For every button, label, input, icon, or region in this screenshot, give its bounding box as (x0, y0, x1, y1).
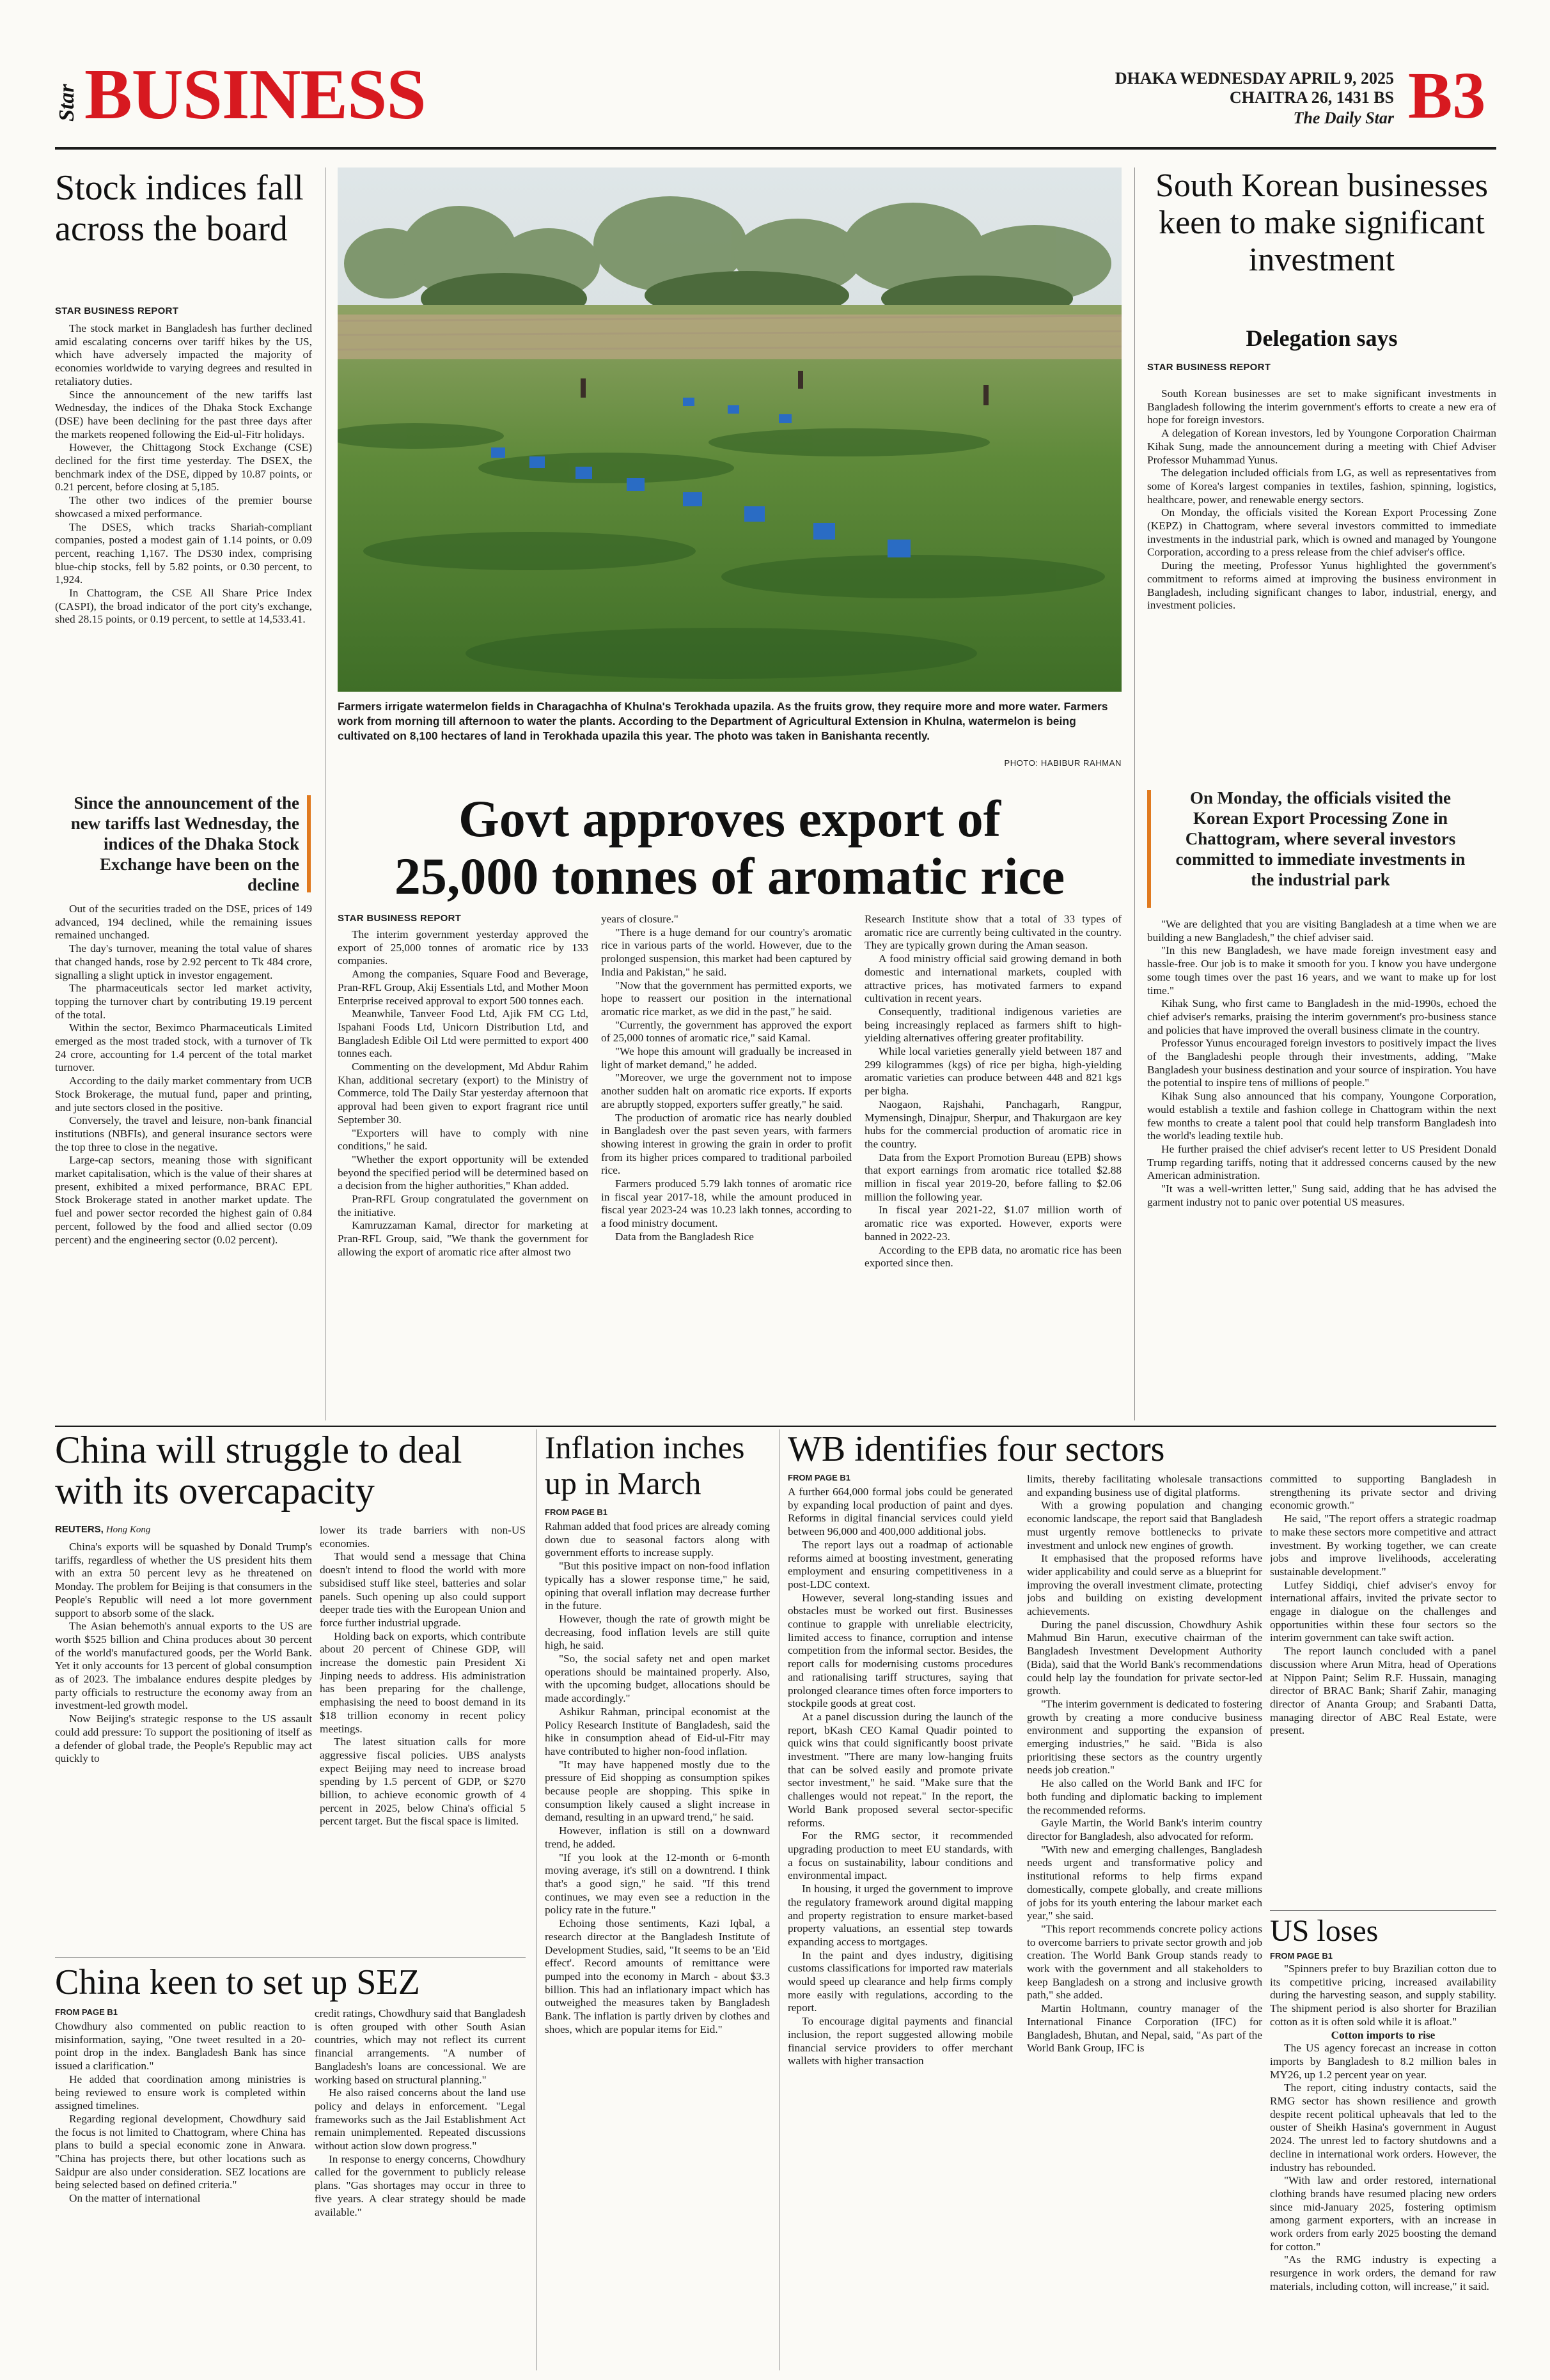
paragraph: It emphasised that the proposed reforms have wider applicability and could serve as a blueprint for improving the overall investment climate, protecting jobs and building on existing development achievements. (1027, 1552, 1262, 1618)
paragraph: In response to energy concerns, Chowdhury called for the government to publicly release plans. "Gas shortages may occur in three to five years. A clear strategy should be made available." (315, 2152, 526, 2218)
paragraph: The interim government yesterday approved the export of 25,000 tonnes of aromatic rice by 133 companies. (338, 928, 588, 967)
star-logo-small: Star (55, 84, 79, 121)
paragraph: Kamruzzaman Kamal, director for marketing at Pran-RFL Group, said, "We thank the government for allowing the export of aromatic rice after almost two (338, 1219, 588, 1258)
paragraph: "With law and order restored, international clothing brands have resumed placing new orders since mid-January 2025, fostering optimism among garment exporters, with an increase in work orders from early 2025 boosting the demand for cotton." (1270, 2174, 1496, 2253)
wb-col-2 (1027, 1473, 1262, 2370)
paragraph: With a growing population and changing economic landscape, the report said that Bangladesh must urgently remove bottlenecks to private investment and unlock new engines of growth. (1027, 1499, 1262, 1552)
china-overcap-headline: China will struggle to deal with its overcapacity (55, 1429, 462, 1512)
paragraph: "But this positive impact on non-food inflation typically has a slower response time," he said, opining that overall inflation may decrease further in the future. (545, 1560, 770, 1612)
paragraph: Lutfey Siddiqi, chief adviser's envoy for international affairs, invited the private sector to engage in dialogue on the challenges and opportunities within these four sectors so the interim government can take swift action. (1270, 1578, 1496, 1644)
paragraph: China's exports will be squashed by Donald Trump's tariffs, regardless of whether the US president hits them with an extra 50 percent levy as he threatened on Monday. The problem for Beijing is that consumers in the People's Republic will need a lot more government support to absorb some of the slack. (55, 1541, 312, 1619)
china-sez-col-2 (315, 2007, 526, 2370)
stock-body-a (55, 322, 312, 782)
photo-caption: Farmers irrigate watermelon fields in Charagachha of Khulna's Terokhada upazila. As the fruits grow, they require more and more water. Farmers work from morning till afternoon to water the plants. According to the Department of Agricultural Extension in Khulna, watermelon is being cultivated on 8,100 hectares of land in Terokhada upazila this year. The photo was taken in Banishanta recently. (338, 700, 1108, 742)
paragraph: Farmers produced 5.79 lakh tonnes of aromatic rice in fiscal year 2017-18, while the amount produced in fiscal year 2023-24 was 10.23 lakh tonnes, according to a food ministry document. (601, 1178, 852, 1230)
paragraph: "The interim government is dedicated to fostering growth by creating a more conducive business environment and supporting the expansion of emerging industries," he said. "Bida is also prioritising these sectors as the country urgently needs job creation." (1027, 1697, 1262, 1777)
paragraph: Conversely, the travel and leisure, non-bank financial institutions (NBFIs), and general insurance sectors were the top three to close in the negative. (55, 1114, 312, 1153)
us-loses-headline: US loses (1270, 1914, 1379, 1948)
paragraph: credit ratings, Chowdhury said that Bangladesh is often grouped with other South Asian countries, which may not reflect its current financial arrangements. "A number of Bangladesh's loans are concessional. We are working based on structural planning." (315, 2007, 526, 2086)
paragraph: "Exporters will have to comply with nine conditions," he said. (338, 1126, 588, 1153)
paragraph: The Asian behemoth's annual exports to the US are worth $525 billion and China produces about 30 percent of the world's manufactured goods, per the World Bank. Yet it only accounts for 13 percent of global consumption as of 2023. The imbalance endures despite pledges by party officials to restructure the economy away from an investment-led growth model. (55, 1620, 312, 1712)
paragraph: lower its trade barriers with non-US economies. (320, 1524, 526, 1550)
paragraph: However, though the rate of growth might be decreasing, food inflation levels are still quite high, he said. (545, 1612, 770, 1652)
paragraph: In the paint and dyes industry, digitising customs classifications for imported raw materials would speed up clearance and help firms comply more easily with regulations, according to the report. (788, 1948, 1013, 2014)
paragraph: Rahman added that food prices are already coming down due to seasonal factors along with government efforts to increase supply. (545, 1520, 770, 1559)
china-overcap-dateline (55, 1524, 150, 1536)
paragraph: Among the companies, Square Food and Beverage, Pran-RFL Group, Akij Essentials Ltd, and Mother Moon Enterprise received approval to export 500 tonnes each. (338, 968, 588, 1007)
paragraph: Naogaon, Rajshahi, Panchagarh, Rangpur, Mymensingh, Dinajpur, Sherpur, and Thakurgaon are key hubs for the commercial production of aromatic rice in the country. (865, 1098, 1122, 1150)
paragraph: Chowdhury also commented on public reaction to misinformation, saying, "One tweet resulted in a 20-point drop in the index. Bangladesh Bank has since issued a clarification." (55, 2020, 306, 2073)
paragraph: limits, thereby facilitating wholesale transactions and expanding business use of digital platforms. (1027, 1473, 1262, 1498)
place-label: Hong Kong (106, 1525, 151, 1535)
paragraph: In Chattogram, the CSE All Share Price Index (CASPI), the broad indicator of the port city's exchange, shed 28.15 points, or 0.19 percent, to settle at 14,533.41. (55, 587, 312, 626)
china-sez-from-page: FROM PAGE B1 (55, 2007, 118, 2017)
rice-headline-line1: Govt approves export of (458, 789, 1001, 848)
paragraph: Kihak Sung, who first came to Bangladesh in the mid-1990s, echoed the chief adviser's remarks, praising the interim government's pro-business stance and policies that have improved the overall business climate in the country. (1147, 997, 1496, 1036)
paragraph: Ashikur Rahman, principal economist at the Policy Research Institute of Bangladesh, said the hike in consumption ahead of Eid-ul-Fitr may have contributed to higher non-food inflation. (545, 1705, 770, 1757)
paragraph: Now Beijing's strategic response to the US assault could add pressure: To support the positioning of itself as a defender of global trade, the People's Republic may act quickly to (55, 1713, 312, 1765)
paragraph: Echoing those sentiments, Kazi Iqbal, a research director at the Bangladesh Institute of Development Studies, said, "It seems to be an 'Eid effect'. Record amounts of remittance were pumped into the economy in March - about $3.3 billion. This had an inflationary impact which has outweighed the measures taken by Bangladesh Bank. The inflation is partly driven by clothes and shoes, which are popular items for Eid." (545, 1917, 770, 2035)
rice-col-1 (338, 928, 588, 1408)
paragraph: Data from the Bangladesh Rice (615, 1230, 754, 1243)
paragraph: "As the RMG industry is expecting a resurgence in work orders, the demand for raw materials, including cotton, will increase," it said. (1270, 2253, 1496, 2292)
korea-body-b (1147, 918, 1496, 1419)
photo-credit: PHOTO: HABIBUR RAHMAN (1004, 758, 1122, 768)
paragraph: "It may have happened mostly due to the pressure of Eid shopping as consumption spikes because people are shopping. This spike in consumption likely caused a slight increase in demand, resulting in an upward trend," he said. (545, 1758, 770, 1824)
paragraph: Large-cap sectors, meaning those with significant market capitalisation, which is the value of their shares at present, exhibited a mixed performance, BRAC EPL Stock Brokerage stated in another market update. The fuel and power sector recorded the highest gain of 0.84 percent, followed by the food and allied sector (0.09 percent) and the engineering sector (0.02 percent). (55, 1154, 312, 1246)
korea-body-a (1147, 387, 1496, 777)
inflation-body (545, 1520, 770, 2370)
paragraph: "In this new Bangladesh, we have made foreign investment easy and hassle-free. Our job is to make it smooth for you. I know you have undergone some tough times over the past 16 years, and we want to make up for lost time." (1147, 944, 1496, 997)
paragraph: Holding back on exports, which contribute about 20 percent of Chinese GDP, will increase the domestic pain President Xi Jinping needs to address. His administration has been preparing for the challenge, emphasising the need to boost demand in its $18 trillion economy in recent policy meetings. (320, 1629, 526, 1735)
paragraph: The other two indices of the premier bourse showcased a mixed performance. (55, 494, 312, 520)
paragraph: The report lays out a roadmap of actionable reforms aimed at boosting investment, generating employment and ensuring competitiveness in a post-LDC context. (788, 1538, 1013, 1591)
paragraph: Since the announcement of the new tariffs last Wednesday, the indices of the Dhaka Stock Exchange (DSE) have been declining for the past three days after the markets reopened following the Eid-ul-Fitr holidays. (55, 388, 312, 440)
paragraph: Out of the securities traded on the DSE, prices of 149 advanced, 194 declined, while the remaining issues remained unchanged. (55, 903, 312, 942)
paragraph: The report launch concluded with a panel discussion where Arun Mitra, head of Operations at Nippon Paint; Selim R.F. Hussain, managing director of BRAC Bank; Sharif Zahir, managing director of Ananta Group; and Srabanti Datta, managing director of ABC Real Estate, were present. (1270, 1645, 1496, 1737)
paragraph: He said, "The report offers a strategic roadmap to make these sectors more competitive and attract investment. By working together, we can create jobs and improve livelihoods, accelerating sustainable development." (1270, 1513, 1496, 1578)
paragraph: The report, citing industry contacts, said the RMG sector has shown resilience and growth despite recent political upheavals that led to the ouster of Sheikh Hasina's government in August 2024. The unrest led to factory shutdowns and a decline in international work orders. However, the industry has rebounded. (1270, 2081, 1496, 2174)
paragraph: The pharmaceuticals sector led market activity, topping the turnover chart by contributing 19.19 percent of the total. (55, 982, 312, 1021)
paragraph: According to the daily market commentary from UCB Stock Brokerage, the mutual fund, paper and printing, and jute sectors closed in the positive. (55, 1075, 312, 1114)
us-loses-from-page: FROM PAGE B1 (1270, 1951, 1333, 1961)
paragraph: "This report recommends concrete policy actions to overcome barriers to private sector growth and job creation. The World Bank Group stands ready to work with the government and all stakeholders to keep Bangladesh on a strong and inclusive growth path," she added. (1027, 1922, 1262, 2002)
paragraph: At a panel discussion during the launch of the report, bKash CEO Kamal Quadir pointed to quick wins that could significantly boost private investment. "There are many low-hanging fruits that can be solved easily and promote private sector investment," he said. "Make sure that the challenges would not repeat." In the report, the World Bank proposed several sector-specific reforms. (788, 1710, 1013, 1829)
page-number: B3 (1408, 59, 1486, 132)
paragraph: A further 664,000 formal jobs could be generated by expanding local production of paint and dyes. Reforms in digital financial services could yield between 96,000 and 400,000 additional jobs. (788, 1486, 1013, 1538)
paragraph: committed to supporting Bangladesh in strengthening its private sector and driving economic growth." (1270, 1473, 1496, 1512)
korea-headline: South Korean businesses keen to make significant investment (1155, 167, 1488, 278)
photo-illustration (338, 167, 1122, 692)
paragraph: Meanwhile, Tanveer Food Ltd, Ajik FM CG Ltd, Ispahani Foods Ltd, Unicorn Distribution Ltd, and Bangladesh Edible Oil Ltd were permitted to export 400 tonnes each. (338, 1007, 588, 1060)
korea-subhead: Delegation says (1246, 325, 1398, 351)
paragraph: Pran-RFL Group congratulated the government on the initiative. (338, 1193, 588, 1218)
paragraph: The latest situation calls for more aggressive fiscal policies. UBS analysts expect Beijing may need to increase broad spending by 1.5 percent of GDP, or $270 billion, to achieve economic growth of 4 percent in 2025, below China's official 5 percent target. But the fiscal space is limited. (320, 1736, 526, 1828)
paragraph: The delegation included officials from LG, as well as representatives from some of Korea's largest companies in textiles, fashion, spinning, logistics, healthcare, power, and renewable energy sectors. (1147, 467, 1496, 506)
stock-byline: STAR BUSINESS REPORT (55, 306, 179, 316)
date-line-2: CHAITRA 26, 1431 BS (1229, 88, 1394, 107)
paragraph: "Spinners prefer to buy Brazilian cotton due to its competitive pricing, increased availability during the harvesting season, and supply stability. The shipment period is also shorter for Brazilian cotton as it is often sold while it is afloat." (1270, 1963, 1496, 2028)
paragraph: "So, the social safety net and open market operations should be maintained properly. Also, with the upcoming budget, allocations should be made accordingly." (545, 1653, 770, 1705)
masthead (0, 0, 1550, 147)
inflation-headline: Inflation inches up in March (545, 1429, 745, 1501)
inflation-from-page: FROM PAGE B1 (545, 1507, 607, 1517)
paragraph: He added that coordination among ministries is being reviewed to ensure work is completed within assigned timelines. (55, 2073, 306, 2112)
rice-byline: STAR BUSINESS REPORT (338, 913, 462, 924)
paragraph: The day's turnover, meaning the total value of shares that changed hands, rose by 2.92 percent to Tk 484 crore, signalling a slight uptick in investor engagement. (55, 942, 312, 981)
subhead: Cotton imports to rise (1331, 2028, 1436, 2041)
rice-col-3 (865, 913, 1122, 1408)
paragraph: He further praised the chief adviser's recent letter to US President Donald Trump regarding tariffs, noting that it addressed concerns caused by the new American administration. (1147, 1142, 1496, 1182)
paragraph: "There is a huge demand for our country's aromatic rice in various parts of the world. However, due to the prolonged suspension, this market had been captured by India and Pakistan," he said. (601, 926, 852, 978)
paragraph: "It was a well-written letter," Sung said, adding that he has advised the garment industry not to panic over potential US measures. (1147, 1183, 1496, 1208)
paragraph: In housing, it urged the government to improve the regulatory framework around digital mapping and property registration to ensure market-based property valuations, an essential step towards expanding access to mortgages. (788, 1883, 1013, 1948)
paragraph: "If you look at the 12-month or 6-month moving average, it's still on a downtrend. I think that's a good sign," he said. "If this trend continues, we may even see a reduction in the policy rate in the future." (545, 1851, 770, 1917)
paragraph: For the RMG sector, it recommended upgrading production to meet EU standards, with a focus on sustainability, labour conditions and environmental impact. (788, 1830, 1013, 1882)
paragraph: "We hope this amount will gradually be increased in light of market demand," he added. (601, 1045, 852, 1071)
paragraph: He also raised concerns about the land use policy and delays in enforcement. "Legal frameworks such as the Jail Establishment Act remain unimplemented. Repeated discussions without action slow down progress." (315, 2087, 526, 2152)
paragraph: years of closure." (601, 913, 678, 925)
paragraph: The DSES, which tracks Shariah-compliant companies, posted a modest gain of 1.14 points, or 0.09 percent, reaching 1,167. The DS30 index, comprising blue-chip stocks, fell by 5.82 points, or 0.30 percent, to 1,924. (55, 520, 312, 586)
paragraph: That would send a message that China doesn't intend to flood the world with more subsidised stuff like steel, batteries and solar panels. Such opening up also could support deeper trade ties with the European Union and force further industrial upgrade. (320, 1550, 526, 1629)
paragraph: South Korean businesses are set to make significant investments in Bangladesh following the interim government's efforts to create a new era of hope for foreign investors. (1147, 387, 1496, 426)
paragraph: A delegation of Korean investors, led by Youngone Corporation Chairman Kihak Sung, made the announcement during a meeting with Chief Adviser Professor Muhammad Yunus. (1147, 427, 1496, 466)
paragraph: During the panel discussion, Chowdhury Ashik Mahmud Bin Harun, executive chairman of the Bangladesh Investment Development Authority (Bida), said that the World Bank's recommendations could help lay the foundation for private sector-led growth. (1027, 1618, 1262, 1697)
paragraph: "Moreover, we urge the government not to impose another sudden halt on aromatic rice exports. If exports are abruptly stopped, exporters suffer greatly," he said. (601, 1071, 852, 1110)
stock-pullquote-bar (307, 795, 311, 892)
paper-name: The Daily Star (1293, 109, 1394, 127)
paragraph: According to the EPB data, no aromatic rice has been exported since then. (865, 1243, 1122, 1270)
paragraph: However, the Chittagong Stock Exchange (CSE) declined for the first time yesterday. The DSEX, the benchmark index of the DSE, dipped by 10.87 points, or 0.21 percent, before closing at 5,185. (55, 441, 312, 494)
us-loses-body (1270, 1963, 1496, 2370)
paragraph: He also called on the World Bank and IFC for both funding and diplomatic backing to implement the recommended reforms. (1027, 1777, 1262, 1816)
wb-headline: WB identifies four sectors (788, 1429, 1165, 1469)
watermelon-field-photo (338, 167, 1122, 692)
paragraph: While local varieties generally yield between 187 and 299 kilogrammes (kgs) of rice per bigha, high-yielding aromatic varieties can produce between 448 and 821 kgs per bigha. (865, 1045, 1122, 1098)
paragraph: The production of aromatic rice has nearly doubled in Bangladesh over the past seven years, with farmers showing interest in growing the grain in order to profit from its higher prices compared to traditional parboiled rice. (601, 1111, 852, 1177)
source-label: REUTERS, (55, 1524, 104, 1535)
paragraph: During the meeting, Professor Yunus highlighted the government's commitment to reforms aimed at improving the business environment in Bangladesh, including significant changes to labor, industrial, energy, and investment policies. (1147, 559, 1496, 612)
korea-byline: STAR BUSINESS REPORT (1147, 362, 1271, 373)
masthead-rule (55, 147, 1496, 150)
paragraph: "Whether the export opportunity will be extended beyond the specified period will be determined based on a decision from the higher authorities," Khan added. (338, 1153, 588, 1192)
article-rule (1270, 1910, 1496, 1911)
paragraph: "With new and emerging challenges, Bangladesh needs urgent and transformative policy and institutional reforms to help firms expand domestically, compete globally, and create millions of jobs for its youth entering the labour market each year," she said. (1027, 1843, 1262, 1922)
paragraph: A food ministry official said growing demand in both domestic and international markets, coupled with attractive prices, has motivated farmers to expand cultivation in recent years. (865, 953, 1122, 1005)
china-sez-col-1 (55, 2020, 306, 2370)
paragraph: Within the sector, Beximco Pharmaceuticals Limited emerged as the most traded stock, with a turnover of Tk 24 crore, accounting for 1.4 percent of the total market turnover. (55, 1022, 312, 1074)
section-rule (55, 1426, 1496, 1427)
paragraph: Research Institute show that a total of 33 types of aromatic rice are currently being cultivated in the country. They are typically grown during the Aman season. (865, 913, 1122, 952)
paragraph: Gayle Martin, the World Bank's interim country director for Bangladesh, also advocated for reform. (1027, 1817, 1262, 1842)
paragraph: Kihak Sung also announced that his company, Youngone Corporation, would establish a textile and fashion college in Chattogram within the next few months to create a talent pool that could help transform Bangladesh into the world's leading textile hub. (1147, 1090, 1496, 1142)
paragraph: "Currently, the government has approved the export of 25,000 tonnes of aromatic rice," said Kamal. (601, 1018, 852, 1045)
paragraph: To encourage digital payments and financial inclusion, the report suggested allowing mobile financial service providers to offer merchant wallets with higher transaction (788, 2015, 1013, 2067)
paragraph: In fiscal year 2021-22, $1.07 million worth of aromatic rice was exported. However, exports were banned in 2022-23. (865, 1204, 1122, 1243)
rice-headline-line2: 25,000 tonnes of aromatic rice (394, 847, 1065, 905)
paragraph: Data from the Export Promotion Bureau (EPB) shows that export earnings from aromatic rice totalled $2.88 million in fiscal year 2019-20, before falling to $2.06 million the following year. (865, 1151, 1122, 1203)
paragraph: On Monday, the officials visited the Korean Export Processing Zone (KEPZ) in Chattogram, where several investors committed to immediate investments in the industrial park, which is owned and managed by Youngone Corporation, according to a press release from the chief adviser's office. (1147, 506, 1496, 559)
korea-pullquote-bar (1147, 790, 1151, 908)
stock-pullquote: Since the announcement of the new tariffs last Wednesday, the indices of the Dhaka Stock Exchange have been on the decline (70, 793, 299, 894)
column-divider (1134, 167, 1135, 1420)
korea-pullquote: On Monday, the officials visited the Korean Export Processing Zone in Chattogram, where several investors committed to immediate investments in the industrial park (1175, 788, 1466, 889)
wb-from-page: FROM PAGE B1 (788, 1473, 850, 1482)
paragraph: Professor Yunus encouraged foreign investors to positively impact the lives of the Bangladeshi people through their investments, adding, "Make Bangladesh your business destination and your source of inspiration. You have the potential to inspire tens of millions of people." (1147, 1037, 1496, 1089)
paragraph: Martin Holtmann, country manager of the International Finance Corporation (IFC) for Bangladesh, Bhutan, and Nepal, said, "As part of the World Bank Group, IFC is (1027, 2002, 1262, 2055)
china-overcap-col-1 (55, 1541, 312, 1950)
paragraph: However, inflation is still on a downward trend, he added. (545, 1824, 770, 1850)
wb-col-3 (1270, 1473, 1496, 1905)
paragraph: The US agency forecast an increase in cotton imports by Bangladesh to 8.2 million bales in MY26, up 1.2 percent year on year. (1270, 2042, 1496, 2081)
paragraph: The stock market in Bangladesh has further declined amid escalating concerns over tariff hikes by the US, which have adversely impacted the majority of economies worldwide to varying degrees and resulted in retaliatory duties. (55, 322, 312, 387)
date-line-1: DHAKA WEDNESDAY APRIL 9, 2025 (1115, 69, 1394, 88)
paragraph: "Now that the government has permitted exports, we hope to reassert our position in the international aromatic rice market, as we did in the past," he said. (601, 979, 852, 1018)
paragraph: Commenting on the development, Md Abdur Rahim Khan, additional secretary (export) to the Ministry of Commerce, told The Daily Star yesterday afternoon that approval had been given to export fragrant rice until September 30. (338, 1061, 588, 1126)
article-rule (55, 1957, 526, 1958)
china-overcap-col-2 (320, 1524, 526, 1950)
paragraph: Consequently, traditional indigenous varieties are being increasingly replaced as farmers shift to high-yielding alternatives offering greater profitability. (865, 1005, 1122, 1045)
rice-col-2 (601, 913, 852, 1408)
paragraph: Regarding regional development, Chowdhury said the focus is not limited to Chattogram, where China has plans to build a special economic zone in Anwara. "China has projects there, but other locations such as Saidpur are also under consideration. SEZ locations are being selected based on defined criteria." (55, 2112, 306, 2191)
stock-headline: Stock indices fall across the board (55, 168, 304, 249)
paragraph: "We are delighted that you are visiting Bangladesh at a time when we are building a new Bangladesh," the chief adviser said. (1147, 918, 1496, 944)
china-sez-headline: China keen to set up SEZ (55, 1963, 420, 2002)
wb-col-1 (788, 1486, 1013, 2370)
paragraph: However, several long-standing issues and obstacles must be worked out first. Businesses continue to grapple with unreliable electricity, limited access to finance, corruption and intense competition from the informal sector. Besides, the report calls for modernising customs procedures and rationalising tariff structures, saying that prolonged clearance times often force importers to stockpile goods at great cost. (788, 1591, 1013, 1710)
section-title: BUSINESS (84, 55, 426, 134)
paragraph: On the matter of international (69, 2192, 201, 2205)
